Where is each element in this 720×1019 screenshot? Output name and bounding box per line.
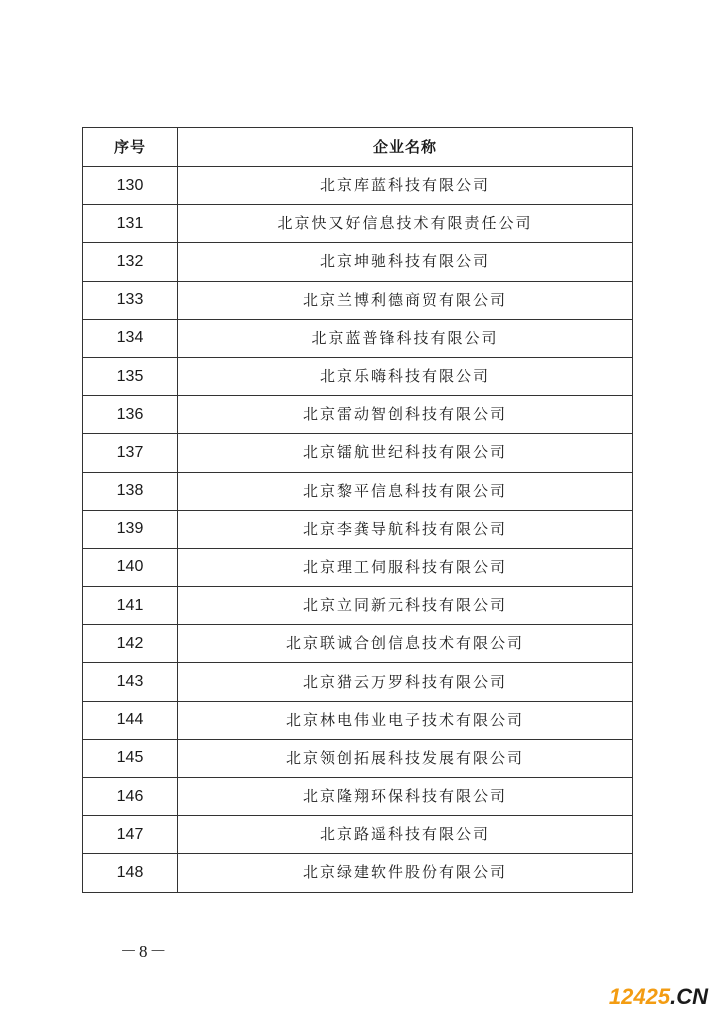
row-index: 148 xyxy=(83,854,178,892)
row-company-name: 北京立同新元科技有限公司 xyxy=(178,587,633,625)
table-row xyxy=(83,319,633,357)
row-index: 141 xyxy=(83,587,178,625)
page-number: －8－ xyxy=(120,942,169,961)
table-row xyxy=(83,205,633,243)
row-index: 132 xyxy=(83,243,178,281)
row-index: 134 xyxy=(83,319,178,357)
row-index: 139 xyxy=(83,510,178,548)
row-company-name: 北京镭航世纪科技有限公司 xyxy=(178,434,633,472)
table-row xyxy=(83,396,633,434)
row-company-name: 北京李龚导航科技有限公司 xyxy=(178,510,633,548)
row-index: 135 xyxy=(83,357,178,395)
table-header-row xyxy=(83,128,633,167)
row-index: 146 xyxy=(83,778,178,816)
site-watermark-logo xyxy=(609,984,708,1010)
row-company-name: 北京路遥科技有限公司 xyxy=(178,816,633,854)
row-company-name: 北京坤驰科技有限公司 xyxy=(178,243,633,281)
row-index: 130 xyxy=(83,167,178,205)
table-row xyxy=(83,701,633,739)
row-company-name: 北京库蓝科技有限公司 xyxy=(178,167,633,205)
row-index: 136 xyxy=(83,396,178,434)
table-row xyxy=(83,434,633,472)
row-index: 145 xyxy=(83,739,178,777)
row-index: 142 xyxy=(83,625,178,663)
table-row xyxy=(83,357,633,395)
row-company-name: 北京猎云万罗科技有限公司 xyxy=(178,663,633,701)
row-company-name: 北京联诚合创信息技术有限公司 xyxy=(178,625,633,663)
row-index: 147 xyxy=(83,816,178,854)
watermark-tld: CN xyxy=(676,984,708,1009)
row-index: 138 xyxy=(83,472,178,510)
table-row xyxy=(83,625,633,663)
row-index: 133 xyxy=(83,281,178,319)
table-row xyxy=(83,510,633,548)
table-row xyxy=(83,548,633,586)
header-company-name: 企业名称 xyxy=(178,128,633,167)
row-index: 131 xyxy=(83,205,178,243)
table-row xyxy=(83,739,633,777)
watermark-dot: . xyxy=(670,984,677,1009)
table-row xyxy=(83,587,633,625)
table-row xyxy=(83,854,633,892)
table-row xyxy=(83,281,633,319)
table-header xyxy=(83,128,633,167)
table-row xyxy=(83,778,633,816)
table-row xyxy=(83,243,633,281)
row-company-name: 北京绿建软件股份有限公司 xyxy=(178,854,633,892)
table-row xyxy=(83,816,633,854)
table-row xyxy=(83,663,633,701)
row-company-name: 北京林电伟业电子技术有限公司 xyxy=(178,701,633,739)
row-company-name: 北京理工伺服科技有限公司 xyxy=(178,548,633,586)
table-row xyxy=(83,167,633,205)
company-list-table xyxy=(82,127,633,893)
row-index: 143 xyxy=(83,663,178,701)
watermark-number: 12425 xyxy=(608,984,671,1009)
row-index: 144 xyxy=(83,701,178,739)
row-company-name: 北京蓝普锋科技有限公司 xyxy=(178,319,633,357)
row-company-name: 北京雷动智创科技有限公司 xyxy=(178,396,633,434)
table-body xyxy=(83,167,633,893)
row-company-name: 北京黎平信息科技有限公司 xyxy=(178,472,633,510)
table-row xyxy=(83,472,633,510)
row-index: 140 xyxy=(83,548,178,586)
row-company-name: 北京领创拓展科技发展有限公司 xyxy=(178,739,633,777)
row-company-name: 北京快又好信息技术有限责任公司 xyxy=(178,205,633,243)
row-company-name: 北京兰博利德商贸有限公司 xyxy=(178,281,633,319)
row-index: 137 xyxy=(83,434,178,472)
row-company-name: 北京隆翔环保科技有限公司 xyxy=(178,778,633,816)
header-index: 序号 xyxy=(83,128,178,167)
row-company-name: 北京乐嗨科技有限公司 xyxy=(178,357,633,395)
